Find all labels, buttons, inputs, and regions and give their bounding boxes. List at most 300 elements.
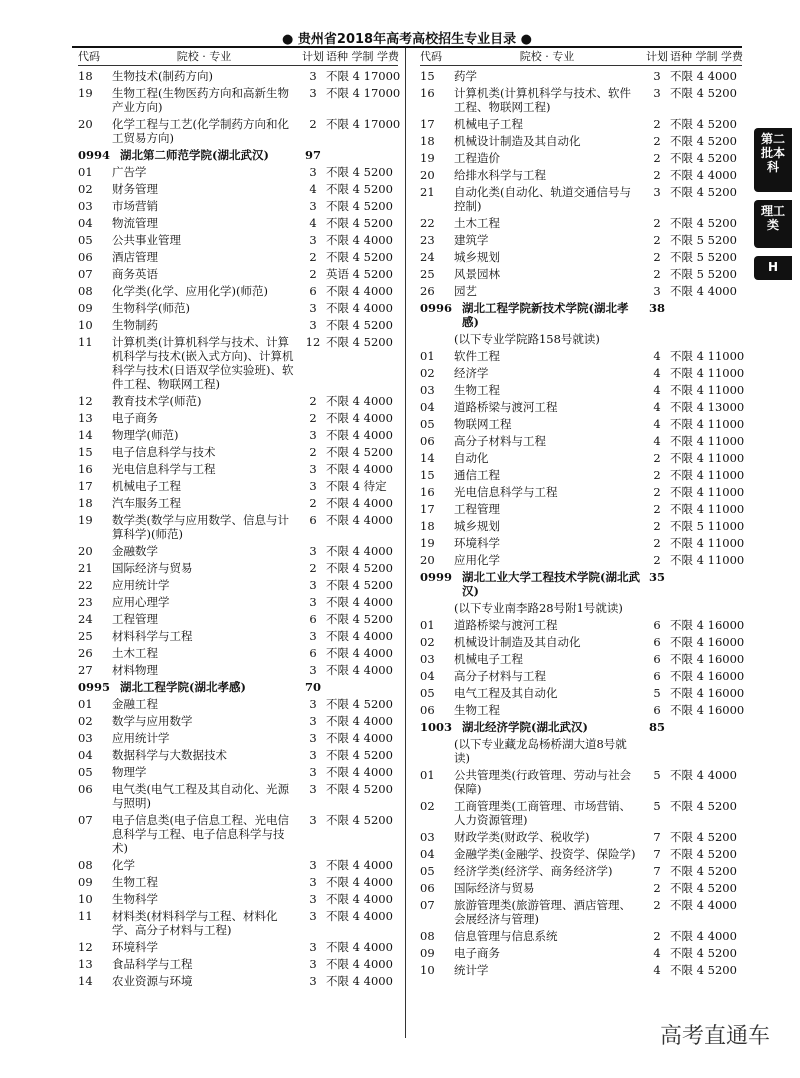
code-cell: 14 xyxy=(420,451,435,465)
plan-cell: 2 xyxy=(653,553,661,567)
code-cell: 12 xyxy=(78,940,93,954)
name-cell: 工商管理类(工商管理、市场营销、人力资源管理) xyxy=(454,799,631,827)
code-cell: 15 xyxy=(420,69,435,83)
code-cell: 24 xyxy=(78,612,93,626)
table-row xyxy=(78,84,401,115)
table-row xyxy=(420,667,745,684)
code-cell: 26 xyxy=(420,284,435,298)
table-row xyxy=(420,961,742,978)
table-row xyxy=(420,862,742,879)
table-row xyxy=(78,214,398,231)
plan-cell: 6 xyxy=(309,513,317,527)
table-row xyxy=(420,828,742,845)
rest-cell: 不限 4 5200 xyxy=(326,697,393,711)
plan-cell: 2 xyxy=(653,267,661,281)
name-cell: 自动化类(自动化、轨道交通信号与控制) xyxy=(454,185,631,213)
name-cell: 机械电子工程 xyxy=(454,652,523,666)
rest-cell: 不限 4 11000 xyxy=(670,434,745,448)
plan-cell: 3 xyxy=(653,69,661,83)
name-cell: 机械电子工程 xyxy=(112,479,181,493)
table-row xyxy=(78,763,398,780)
rest-cell: 不限 4 5200 xyxy=(670,151,737,165)
name-cell: 生物制药 xyxy=(112,318,158,332)
rest-cell: 不限 4 4000 xyxy=(326,411,393,425)
plan-cell: 3 xyxy=(309,165,317,179)
name-cell: 材料科学与工程 xyxy=(112,629,193,643)
code-cell: 03 xyxy=(78,199,93,213)
code-cell: 26 xyxy=(78,646,93,660)
name-cell: 城乡规划 xyxy=(454,519,500,533)
rest-cell: 不限 4 4000 xyxy=(670,898,737,912)
code-cell: 05 xyxy=(420,864,435,878)
name-cell: 环境科学 xyxy=(112,940,158,954)
code-cell: 14 xyxy=(78,428,93,442)
rest-cell: 不限 4 4000 xyxy=(670,69,737,83)
plan-cell: 4 xyxy=(653,366,661,380)
name-cell: 道路桥梁与渡河工程 xyxy=(454,618,558,632)
table-row xyxy=(78,811,398,856)
name-cell: 国际经济与贸易 xyxy=(454,881,535,895)
table-row xyxy=(78,392,398,409)
code-cell: 0994 xyxy=(78,148,111,162)
code-cell: 18 xyxy=(420,519,435,533)
plan-cell: 3 xyxy=(309,69,317,83)
rest-cell: 不限 4 5200 xyxy=(326,813,393,827)
rest-cell: 不限 4 5200 xyxy=(326,578,393,592)
code-cell: 11 xyxy=(78,335,93,349)
code-cell: 15 xyxy=(420,468,435,482)
plan-cell: 2 xyxy=(653,485,661,499)
name-cell: 物理学(师范) xyxy=(112,428,179,442)
table-row xyxy=(78,409,398,426)
code-cell: 27 xyxy=(78,663,93,677)
table-row xyxy=(420,149,742,166)
table-row xyxy=(420,896,742,927)
plan-cell: 6 xyxy=(309,612,317,626)
name-cell: 电气工程及其自动化 xyxy=(454,686,558,700)
code-cell: 11 xyxy=(78,909,93,923)
name-cell: 光电信息科学与工程 xyxy=(112,462,216,476)
code-cell: 08 xyxy=(78,284,93,298)
rest-cell: 不限 4 5200 xyxy=(326,199,393,213)
rest-cell: 不限 4 4000 xyxy=(326,646,393,660)
rest-cell: 不限 4 16000 xyxy=(670,635,745,649)
watermark: 高考直通车 xyxy=(659,1024,770,1049)
table-row xyxy=(78,316,398,333)
code-cell: 05 xyxy=(420,686,435,700)
rest-cell xyxy=(670,570,742,598)
name-cell: 机械设计制造及其自动化 xyxy=(454,134,581,148)
rest-cell: 不限 4 4000 xyxy=(326,957,393,971)
code-cell: 04 xyxy=(78,216,93,230)
code-cell: 01 xyxy=(78,165,93,179)
code-cell: 04 xyxy=(78,748,93,762)
rest-cell: 不限 4 11000 xyxy=(670,366,745,380)
plan-cell: 2 xyxy=(309,117,317,131)
plan-cell: 38 xyxy=(648,301,665,315)
code-cell: 01 xyxy=(78,697,93,711)
rest-cell: 不限 4 17000 xyxy=(326,69,401,83)
plan-cell: 5 xyxy=(653,686,661,700)
table-row xyxy=(420,347,745,364)
plan-cell: 4 xyxy=(309,216,317,230)
table-row xyxy=(78,610,398,627)
plan-cell: 2 xyxy=(653,117,661,131)
code-cell xyxy=(420,332,454,346)
code-cell: 08 xyxy=(420,929,435,943)
rest-cell: 不限 4 4000 xyxy=(326,595,393,609)
table-row xyxy=(78,248,398,265)
rest-cell: 不限 4 5200 xyxy=(670,830,737,844)
plan-cell: 2 xyxy=(653,468,661,482)
table-row xyxy=(78,890,398,907)
code-cell: 09 xyxy=(78,875,93,889)
name-cell: 数学与应用数学 xyxy=(112,714,193,728)
name-cell: 酒店管理 xyxy=(112,250,158,264)
name-cell: 物流管理 xyxy=(112,216,158,230)
name-cell: 高分子材料与工程 xyxy=(454,669,546,683)
plan-cell: 3 xyxy=(653,86,661,100)
plan-cell: 7 xyxy=(653,830,661,844)
plan-cell: 6 xyxy=(653,635,661,649)
code-cell: 05 xyxy=(78,765,93,779)
name-cell: 应用统计学 xyxy=(112,578,170,592)
name-cell: 生物科学(师范) xyxy=(112,301,190,315)
plan-cell: 3 xyxy=(309,858,317,872)
plan-cell: 3 xyxy=(309,813,317,827)
name-cell: 统计学 xyxy=(454,963,489,977)
rest-cell: 不限 4 11000 xyxy=(670,383,745,397)
rest-cell: 不限 4 4000 xyxy=(326,629,393,643)
plan-cell: 3 xyxy=(309,748,317,762)
plan-cell: 97 xyxy=(304,148,321,162)
rest-cell: 不限 4 5200 xyxy=(670,117,737,131)
plan-cell: 2 xyxy=(653,216,661,230)
plan-cell: 2 xyxy=(653,451,661,465)
table-row xyxy=(420,633,745,650)
rest-cell: 不限 4 4000 xyxy=(326,663,393,677)
rest-cell: 不限 4 11000 xyxy=(670,349,745,363)
table-row xyxy=(420,845,742,862)
name-cell: 旅游管理类(旅游管理、酒店管理、会展经济与管理) xyxy=(454,898,631,926)
table-row xyxy=(78,163,398,180)
code-cell: 19 xyxy=(420,151,435,165)
plan-cell: 3 xyxy=(309,957,317,971)
rest-cell: 不限 4 4000 xyxy=(326,301,393,315)
plan-cell: 4 xyxy=(653,383,661,397)
code-cell: 21 xyxy=(78,561,93,575)
name-cell: 生物工程(生物医药方向和高新生物产业方向) xyxy=(112,86,289,114)
table-row xyxy=(78,593,398,610)
name-cell: 金融工程 xyxy=(112,697,158,711)
table-row xyxy=(78,67,401,84)
plan-cell: 7 xyxy=(653,847,661,861)
code-cell: 02 xyxy=(78,182,93,196)
name-cell: 财政学类(财政学、税收学) xyxy=(454,830,590,844)
rest-cell: 不限 4 5200 xyxy=(326,561,393,575)
rest-cell: 不限 4 11000 xyxy=(670,536,745,550)
code-cell: 13 xyxy=(78,411,93,425)
name-cell: 商务英语 xyxy=(112,267,158,281)
rest-cell: 不限 4 13000 xyxy=(670,400,745,414)
plan-cell: 2 xyxy=(309,561,317,575)
table-row xyxy=(420,183,742,214)
rest-cell: 不限 4 11000 xyxy=(670,485,745,499)
name-cell: 软件工程 xyxy=(454,349,500,363)
rest-cell: 不限 4 5200 xyxy=(670,799,737,813)
rest-cell: 不限 4 4000 xyxy=(670,168,737,182)
name-cell: 湖北第二师范学院(湖北武汉) xyxy=(120,148,269,162)
rest-cell: 不限 4 5200 xyxy=(326,250,393,264)
name-cell: 生物科学 xyxy=(112,892,158,906)
name-cell: 财务管理 xyxy=(112,182,158,196)
code-cell: 02 xyxy=(420,635,435,649)
plan-cell: 6 xyxy=(653,652,661,666)
plan-cell: 3 xyxy=(309,629,317,643)
table-row xyxy=(420,132,742,149)
table-row xyxy=(78,494,398,511)
table-row xyxy=(420,115,742,132)
name-cell: 化学类(化学、应用化学)(师范) xyxy=(112,284,268,298)
note-row xyxy=(420,735,742,766)
plan-cell: 6 xyxy=(653,618,661,632)
school-row xyxy=(420,299,742,330)
code-cell: 06 xyxy=(420,434,435,448)
code-cell: 03 xyxy=(78,731,93,745)
code-cell: 16 xyxy=(78,462,93,476)
table-row xyxy=(78,576,398,593)
name-cell: 园艺 xyxy=(454,284,477,298)
plan-cell: 2 xyxy=(309,445,317,459)
table-row xyxy=(78,661,398,678)
plan-cell: 2 xyxy=(653,151,661,165)
table-row xyxy=(420,927,742,944)
plan-cell: 3 xyxy=(309,544,317,558)
plan-cell: 3 xyxy=(309,892,317,906)
rest-cell: 不限 4 4000 xyxy=(326,858,393,872)
table-row xyxy=(420,67,742,84)
table-row xyxy=(420,944,742,961)
plan-header: 计划 xyxy=(646,50,668,63)
table-row xyxy=(78,511,398,542)
plan-cell: 2 xyxy=(309,250,317,264)
name-cell: 光电信息科学与工程 xyxy=(454,485,558,499)
name-cell: 土木工程 xyxy=(112,646,158,660)
plan-cell: 3 xyxy=(309,301,317,315)
plan-cell: 2 xyxy=(653,881,661,895)
plan-cell: 2 xyxy=(653,536,661,550)
rest-cell: 不限 4 4000 xyxy=(670,284,737,298)
rest-cell: 不限 4 5200 xyxy=(670,847,737,861)
rest-cell: 不限 4 4000 xyxy=(670,768,737,782)
table-row xyxy=(78,972,398,989)
name-cell: 市场营销 xyxy=(112,199,158,213)
name-cell: 电子商务 xyxy=(454,946,500,960)
table-row xyxy=(420,364,745,381)
plan-cell: 3 xyxy=(309,940,317,954)
name-cell: 公共管理类(行政管理、劳动与社会保障) xyxy=(454,768,631,796)
plan-cell: 3 xyxy=(309,462,317,476)
name-cell: 农业资源与环境 xyxy=(112,974,193,988)
code-cell: 01 xyxy=(420,768,435,782)
code-cell: 23 xyxy=(78,595,93,609)
code-cell: 06 xyxy=(420,881,435,895)
rest-cell: 不限 4 4000 xyxy=(326,892,393,906)
rest-cell: 不限 4 5200 xyxy=(326,445,393,459)
plan-cell: 85 xyxy=(648,720,665,734)
rest-cell: 不限 5 5200 xyxy=(670,267,737,281)
table-row xyxy=(78,299,398,316)
plan-cell: 3 xyxy=(309,86,317,100)
table-row xyxy=(78,856,398,873)
code-cell: 05 xyxy=(420,417,435,431)
code-cell: 17 xyxy=(420,502,435,516)
tab-letter: H xyxy=(754,256,792,280)
plan-cell: 35 xyxy=(648,570,665,584)
name-cell: 湖北工程学院新技术学院(湖北孝感) xyxy=(462,301,629,329)
name-cell: (以下专业藏龙岛杨桥湖大道8号就读) xyxy=(454,737,627,765)
name-cell: 物联网工程 xyxy=(454,417,512,431)
plan-cell: 4 xyxy=(653,349,661,363)
code-cell: 25 xyxy=(78,629,93,643)
code-cell: 04 xyxy=(420,669,435,683)
plan-cell: 6 xyxy=(653,669,661,683)
code-cell: 20 xyxy=(78,544,93,558)
name-cell: 经济学类(经济学、商务经济学) xyxy=(454,864,613,878)
code-cell: 06 xyxy=(420,703,435,717)
name-cell: 工程管理 xyxy=(112,612,158,626)
code-cell: 13 xyxy=(78,957,93,971)
table-row xyxy=(78,115,401,146)
code-cell: 10 xyxy=(420,963,435,977)
code-cell: 16 xyxy=(420,86,435,100)
rest-cell: 不限 4 5200 xyxy=(326,216,393,230)
plan-cell: 5 xyxy=(653,768,661,782)
code-cell: 0995 xyxy=(78,680,111,694)
name-cell: 药学 xyxy=(454,69,477,83)
table-row xyxy=(78,426,398,443)
code-cell: 1003 xyxy=(420,720,453,734)
rest-cell: 不限 4 16000 xyxy=(670,669,745,683)
column-header xyxy=(420,49,742,66)
code-cell: 02 xyxy=(420,366,435,380)
name-cell: 食品科学与工程 xyxy=(112,957,193,971)
table-row xyxy=(78,644,398,661)
code-cell xyxy=(420,737,454,765)
table-row xyxy=(420,616,745,633)
rest-cell: 不限 4 4000 xyxy=(326,233,393,247)
plan-header: 计划 xyxy=(302,50,324,63)
code-cell: 17 xyxy=(420,117,435,131)
code-cell: 18 xyxy=(78,69,93,83)
table-row xyxy=(78,477,398,494)
plan-cell: 3 xyxy=(309,595,317,609)
name-cell: 数学类(数学与应用数学、信息与计算科学)(师范) xyxy=(112,513,289,541)
rest-cell xyxy=(670,601,742,615)
code-cell: 0999 xyxy=(420,570,453,584)
code-cell: 24 xyxy=(420,250,435,264)
name-cell: 金融学类(金融学、投资学、保险学) xyxy=(454,847,636,861)
rest-cell: 不限 4 5200 xyxy=(670,881,737,895)
plan-cell: 2 xyxy=(653,250,661,264)
table-row xyxy=(420,650,745,667)
table-row xyxy=(420,466,745,483)
code-cell: 18 xyxy=(78,496,93,510)
code-cell: 20 xyxy=(420,168,435,182)
rest-cell: 不限 4 4000 xyxy=(326,875,393,889)
code-cell: 19 xyxy=(78,86,93,100)
name-cell: 教育技术学(师范) xyxy=(112,394,202,408)
left-rows xyxy=(78,67,401,989)
code-cell: 10 xyxy=(78,318,93,332)
plan-cell: 70 xyxy=(304,680,321,694)
name-cell: 湖北工程学院(湖北孝感) xyxy=(120,680,246,694)
name-cell: 自动化 xyxy=(454,451,489,465)
name-cell: 化学工程与工艺(化学制药方向和化工贸易方向) xyxy=(112,117,289,145)
note-row xyxy=(420,599,742,616)
name-cell: 应用心理学 xyxy=(112,595,170,609)
table-row xyxy=(78,542,398,559)
name-cell: 道路桥梁与渡河工程 xyxy=(454,400,558,414)
table-row xyxy=(420,398,745,415)
table-row xyxy=(420,517,745,534)
name-cell: 高分子材料与工程 xyxy=(454,434,546,448)
rest-cell: 不限 4 17000 xyxy=(326,117,401,131)
plan-cell: 12 xyxy=(305,335,321,349)
plan-cell: 6 xyxy=(653,703,661,717)
code-cell: 03 xyxy=(420,830,435,844)
code-cell: 20 xyxy=(420,553,435,567)
rest-cell: 不限 4 4000 xyxy=(326,544,393,558)
rest-cell: 不限 4 16000 xyxy=(670,618,745,632)
table-row xyxy=(78,712,398,729)
plan-cell: 4 xyxy=(653,434,661,448)
name-cell: 材料类(材料科学与工程、材料化学、高分子材料与工程) xyxy=(112,909,278,937)
rest-cell xyxy=(326,148,398,162)
rest-cell: 不限 4 4000 xyxy=(326,513,393,527)
code-cell: 02 xyxy=(420,799,435,813)
right-column xyxy=(420,49,745,978)
table-row xyxy=(78,695,398,712)
tab-category: 理工类 xyxy=(754,200,792,248)
tab-batch: 第二批本科 xyxy=(754,128,792,192)
plan-cell: 3 xyxy=(309,909,317,923)
rest-cell xyxy=(326,680,398,694)
table-row xyxy=(78,873,398,890)
code-cell: 22 xyxy=(420,216,435,230)
name-cell: 工程管理 xyxy=(454,502,500,516)
rest-cell: 不限 5 11000 xyxy=(670,519,745,533)
code-cell: 06 xyxy=(78,250,93,264)
name-cell: 风景园林 xyxy=(454,267,500,281)
code-cell: 18 xyxy=(420,134,435,148)
table-row xyxy=(78,443,398,460)
rest-cell: 不限 4 5200 xyxy=(670,946,737,960)
name-cell: 生物工程 xyxy=(454,703,500,717)
code-cell: 07 xyxy=(78,267,93,281)
rest-cell: 不限 4 4000 xyxy=(326,462,393,476)
name-header: 院校 · 专业 xyxy=(519,50,575,63)
name-cell: 湖北工业大学工程技术学院(湖北武汉) xyxy=(462,570,640,598)
name-cell: 机械电子工程 xyxy=(454,117,523,131)
note-row xyxy=(420,330,742,347)
code-cell: 20 xyxy=(78,117,93,131)
code-cell: 22 xyxy=(78,578,93,592)
name-cell: 通信工程 xyxy=(454,468,500,482)
rest-cell: 不限 4 4000 xyxy=(326,940,393,954)
rest-cell xyxy=(670,332,742,346)
plan-cell: 3 xyxy=(309,233,317,247)
